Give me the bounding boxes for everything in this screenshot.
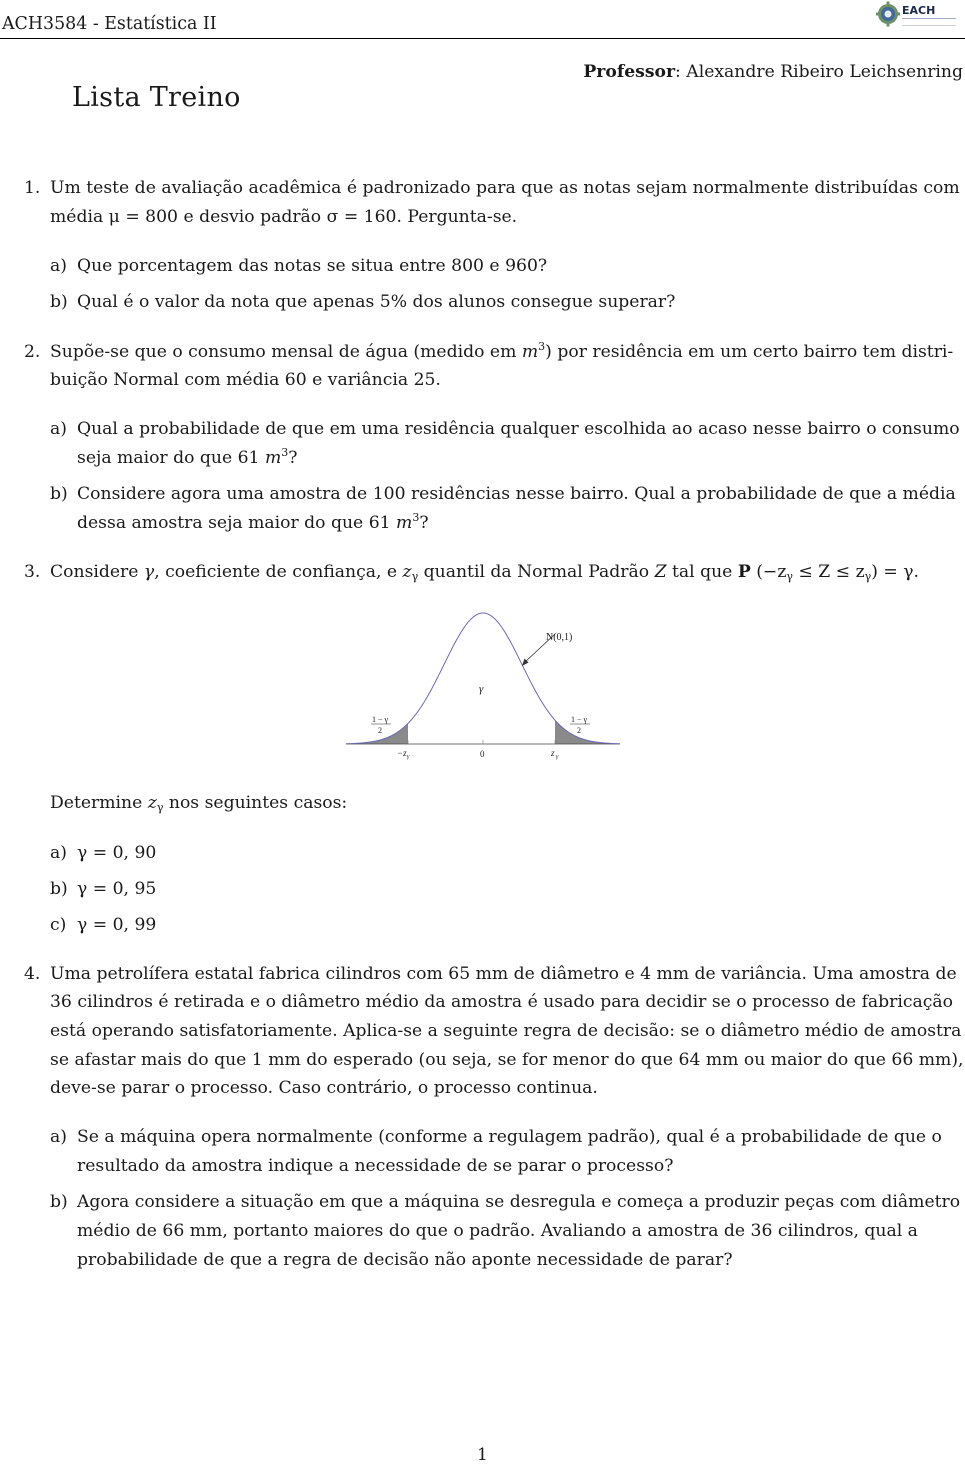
q2a-line2-text: seja maior do que 61: [77, 448, 260, 468]
q2b-line1: Considere agora uma amostra de 100 residências nesse bairro. Qual a probabilidade de que a média: [77, 484, 956, 504]
q2b-line2-text: dessa amostra seja maior do que 61: [77, 513, 391, 533]
q4a-line2: resultado da amostra indique a necessidade de se parar o processo?: [77, 1156, 674, 1176]
tick-label-right-sub: γ: [556, 754, 559, 760]
left-tail-fraction: [371, 715, 391, 735]
q2-line1-end: ) por residência em um certo bairro tem distri-: [545, 342, 954, 362]
normal-curve-figure: [342, 603, 624, 763]
q1a-label: a): [50, 256, 67, 276]
q3-determine-b: nos seguintes casos:: [168, 793, 348, 813]
q2b-qmark: ?: [419, 513, 429, 533]
q4a-line1: Se a máquina opera normalmente (conforme a regulagem padrão), qual é a probabilidade de que o: [77, 1127, 942, 1147]
q2b-unit-exp: 3: [412, 511, 420, 524]
right-fraction-den: 2: [577, 726, 581, 735]
q2-unit-exp: 3: [538, 340, 546, 353]
q3-intro-c: quantil da Normal Padrão: [423, 562, 650, 582]
q3a-expr: γ = 0, 90: [77, 843, 157, 863]
q3-expr-a: (−z: [756, 562, 787, 582]
q3-expr-c: ) = γ.: [871, 562, 919, 582]
q3-gamma: γ: [143, 562, 155, 582]
q3c-label: c): [50, 915, 67, 935]
q3-intro-b: , coeficiente de confiança, e: [154, 562, 398, 582]
each-logo: [876, 1, 958, 31]
normal-curve-svg: [342, 603, 624, 763]
q3-determine-z: z: [147, 793, 157, 813]
page-number: 1: [477, 1445, 488, 1465]
tick-label-center: 0: [480, 749, 485, 759]
q3-intro-a: Considere: [50, 562, 139, 582]
logo-subtitle-lines: [902, 18, 956, 26]
tick-label-right: z: [551, 748, 555, 758]
q3-determine-sub: γ: [156, 801, 164, 814]
q3-expr-b: ≤ Z ≤ z: [798, 562, 865, 582]
q1-line1: Um teste de avaliação acadêmica é padronizado para que as notas sejam normalmente distribuídas com: [50, 178, 960, 198]
q3-Z: Z: [654, 562, 667, 582]
tick-label-left-sub: γ: [407, 754, 410, 760]
q4b-line3: probabilidade de que a regra de decisão não aponte necessidade de parar?: [77, 1250, 733, 1270]
q2a-line2: [77, 448, 298, 468]
q4-line4: se afastar mais do que 1 mm do esperado (ou seja, se for menor do que 64 mm ou maior do que 66 mm),: [50, 1050, 964, 1070]
q4-line5: deve-se parar o processo. Caso contrário, o processo continua.: [50, 1078, 598, 1098]
q1b-text: Qual é o valor da nota que apenas 5% dos alunos consegue superar?: [77, 292, 676, 312]
left-fraction-den: 2: [378, 726, 382, 735]
q2-unit-m: m: [521, 342, 539, 362]
q3a-label: a): [50, 843, 67, 863]
q3-intro: [50, 562, 919, 582]
q3c-expr: γ = 0, 99: [77, 915, 157, 935]
q2-line1-start: Supõe-se que o consumo mensal de água (medido em: [50, 342, 517, 362]
right-tail-fraction: [570, 715, 590, 735]
right-fraction-num: 1 − γ: [571, 715, 588, 724]
q2b-label: b): [50, 484, 68, 504]
q2a-line1: Qual a probabilidade de que em uma residência qualquer escolhida ao acaso nesse bairro o consumo: [77, 419, 960, 439]
q1b-label: b): [50, 292, 68, 312]
q3-expr-sub1: γ: [786, 570, 793, 583]
q3b-label: b): [50, 879, 68, 899]
q2-number: 2.: [24, 342, 41, 362]
q3-intro-d: tal que: [671, 562, 733, 582]
q1-line2: média μ = 800 e desvio padrão σ = 160. Pergunta-se.: [50, 207, 518, 227]
q3-number: 3.: [24, 562, 41, 582]
course-header: ACH3584 - Estatística II: [2, 14, 217, 34]
q4-line3: está operando satisfatoriamente. Aplica-se a seguinte regra de decisão: se o diâmetro médio de amostra: [50, 1021, 962, 1041]
q2-line2: buição Normal com média 60 e variância 25.: [50, 370, 441, 390]
q3-determine: [50, 793, 347, 813]
q1-number: 1.: [24, 178, 41, 198]
q2a-label: a): [50, 419, 67, 439]
header-divider: [0, 38, 965, 39]
center-gamma-label: γ: [479, 683, 484, 695]
logo-text: EACH: [902, 4, 936, 17]
professor-label: Professor: [583, 62, 676, 82]
q3-z-sub: γ: [411, 570, 419, 583]
q4b-label: b): [50, 1192, 68, 1212]
q4b-line1: Agora considere a situação em que a máquina se desregula e começa a produzir peças com diâmetro: [77, 1192, 961, 1212]
q3-determine-a: Determine: [50, 793, 143, 813]
gear-logo-icon: [876, 1, 900, 27]
curve-label: N(0,1): [546, 632, 573, 643]
q4a-label: a): [50, 1127, 67, 1147]
q2a-unit-m: m: [264, 448, 282, 468]
left-fraction-num: 1 − γ: [372, 715, 389, 724]
q3-z: z: [402, 562, 412, 582]
tick-label-left: −z: [397, 748, 407, 758]
q4-line1: Uma petrolífera estatal fabrica cilindros com 65 mm de diâmetro e 4 mm de variância. Uma amostra de: [50, 964, 957, 984]
q4-line2: 36 cilindros é retirada e o diâmetro médio da amostra é usado para decidir se o processo de fabricação: [50, 992, 953, 1012]
page-title: Lista Treino: [72, 82, 241, 113]
q3-expr-sub2: γ: [864, 570, 872, 583]
q2b-unit-m: m: [396, 513, 413, 533]
q2a-qmark: ?: [288, 448, 298, 468]
professor-name: : Alexandre Ribeiro Leichsenring: [675, 62, 963, 82]
professor-line: [583, 62, 963, 82]
q2b-line2: [77, 513, 429, 533]
q4-number: 4.: [24, 964, 41, 984]
q3b-expr: γ = 0, 95: [77, 879, 157, 899]
q4b-line2: médio de 66 mm, portanto maiores do que o padrão. Avaliando a amostra de 36 cilindros, qual a: [77, 1221, 918, 1241]
q1a-text: Que porcentagem das notas se situa entre 800 e 960?: [77, 256, 548, 276]
q3-P: P: [737, 562, 751, 582]
q2-line1: [50, 342, 953, 362]
q2a-unit-exp: 3: [281, 446, 289, 459]
